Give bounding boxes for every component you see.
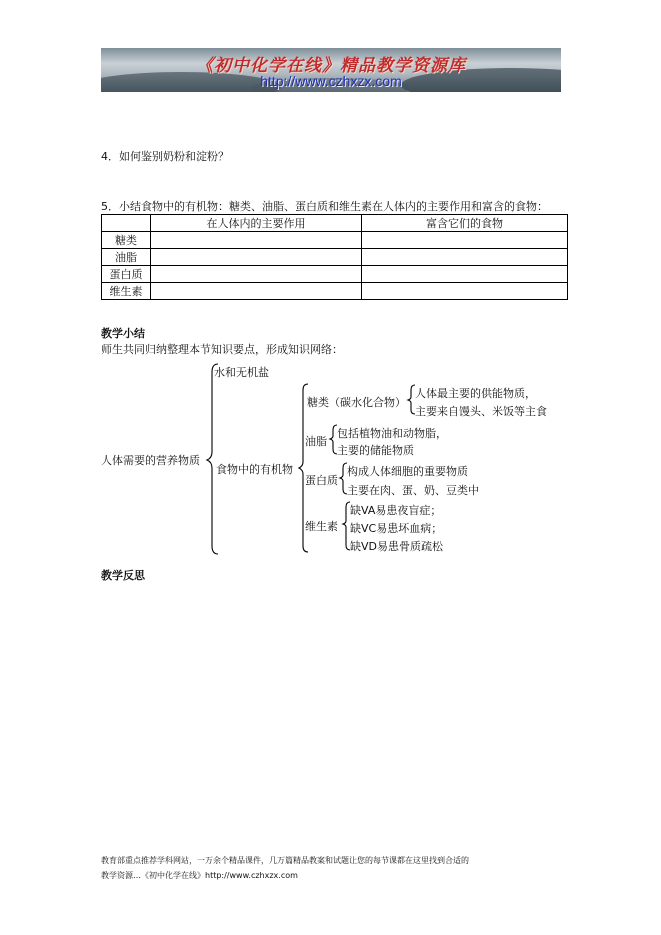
footer-note [101,853,571,883]
fat-item: 包括植物油和动物脂， [337,427,447,440]
banner-title: 《初中化学在线》精品教学资源库 [196,56,466,76]
question-4: 4．如何鉴别奶粉和淀粉？ [101,150,229,163]
banner-url[interactable]: http://www.czhxzx.com [260,73,402,89]
vitamin-label: 维生素 [305,520,338,533]
fat-item: 主要的储能物质 [337,444,414,457]
row-label: 维生素 [102,283,151,300]
protein-item: 主要在肉、蛋、奶、豆类中 [347,484,479,497]
network-water: 水和无机盐 [214,366,269,379]
row-label: 糖类 [102,232,151,249]
summary-heading: 教学小结 [101,327,145,340]
summary-intro: 师生共同归纳整理本节知识要点，形成知识网络： [101,343,343,356]
row-label: 油脂 [102,249,151,266]
footer-line: 教育部重点推荐学科网站，一万余个精品课件，几万篇精品教案和试题让您的每节课都在这里找到合适的 [101,856,469,865]
row-label: 蛋白质 [102,266,151,283]
question-5: 5．小结食物中的有机物：糖类、油脂、蛋白质和维生素在人体内的主要作用和富含的食物： [101,200,548,213]
network-root: 人体需要的营养物质 [101,454,200,467]
network-organic: 食物中的有机物 [216,463,293,476]
protein-item: 构成人体细胞的重要物质 [347,465,468,478]
vitamin-item: 缺VD易患骨质疏松 [350,540,443,553]
sugar-item: 人体最主要的供能物质， [415,387,536,400]
sugar-label: 糖类（碳水化合物） [307,396,406,409]
vitamin-item: 缺VC易患坏血病； [350,522,443,535]
sugar-item: 主要来自馒头、米饭等主食 [415,405,547,418]
protein-label: 蛋白质 [305,474,338,487]
footer-line: 教学资源…《初中化学在线》http://www.czhxzx.com [101,871,298,880]
table-header-cell: 富含它们的食物 [362,215,568,232]
vitamin-item: 缺VA易患夜盲症； [350,504,442,517]
fat-label: 油脂 [305,435,327,448]
reflection-heading: 教学反思 [101,569,145,582]
table-header-cell: 在人体内的主要作用 [151,215,362,232]
